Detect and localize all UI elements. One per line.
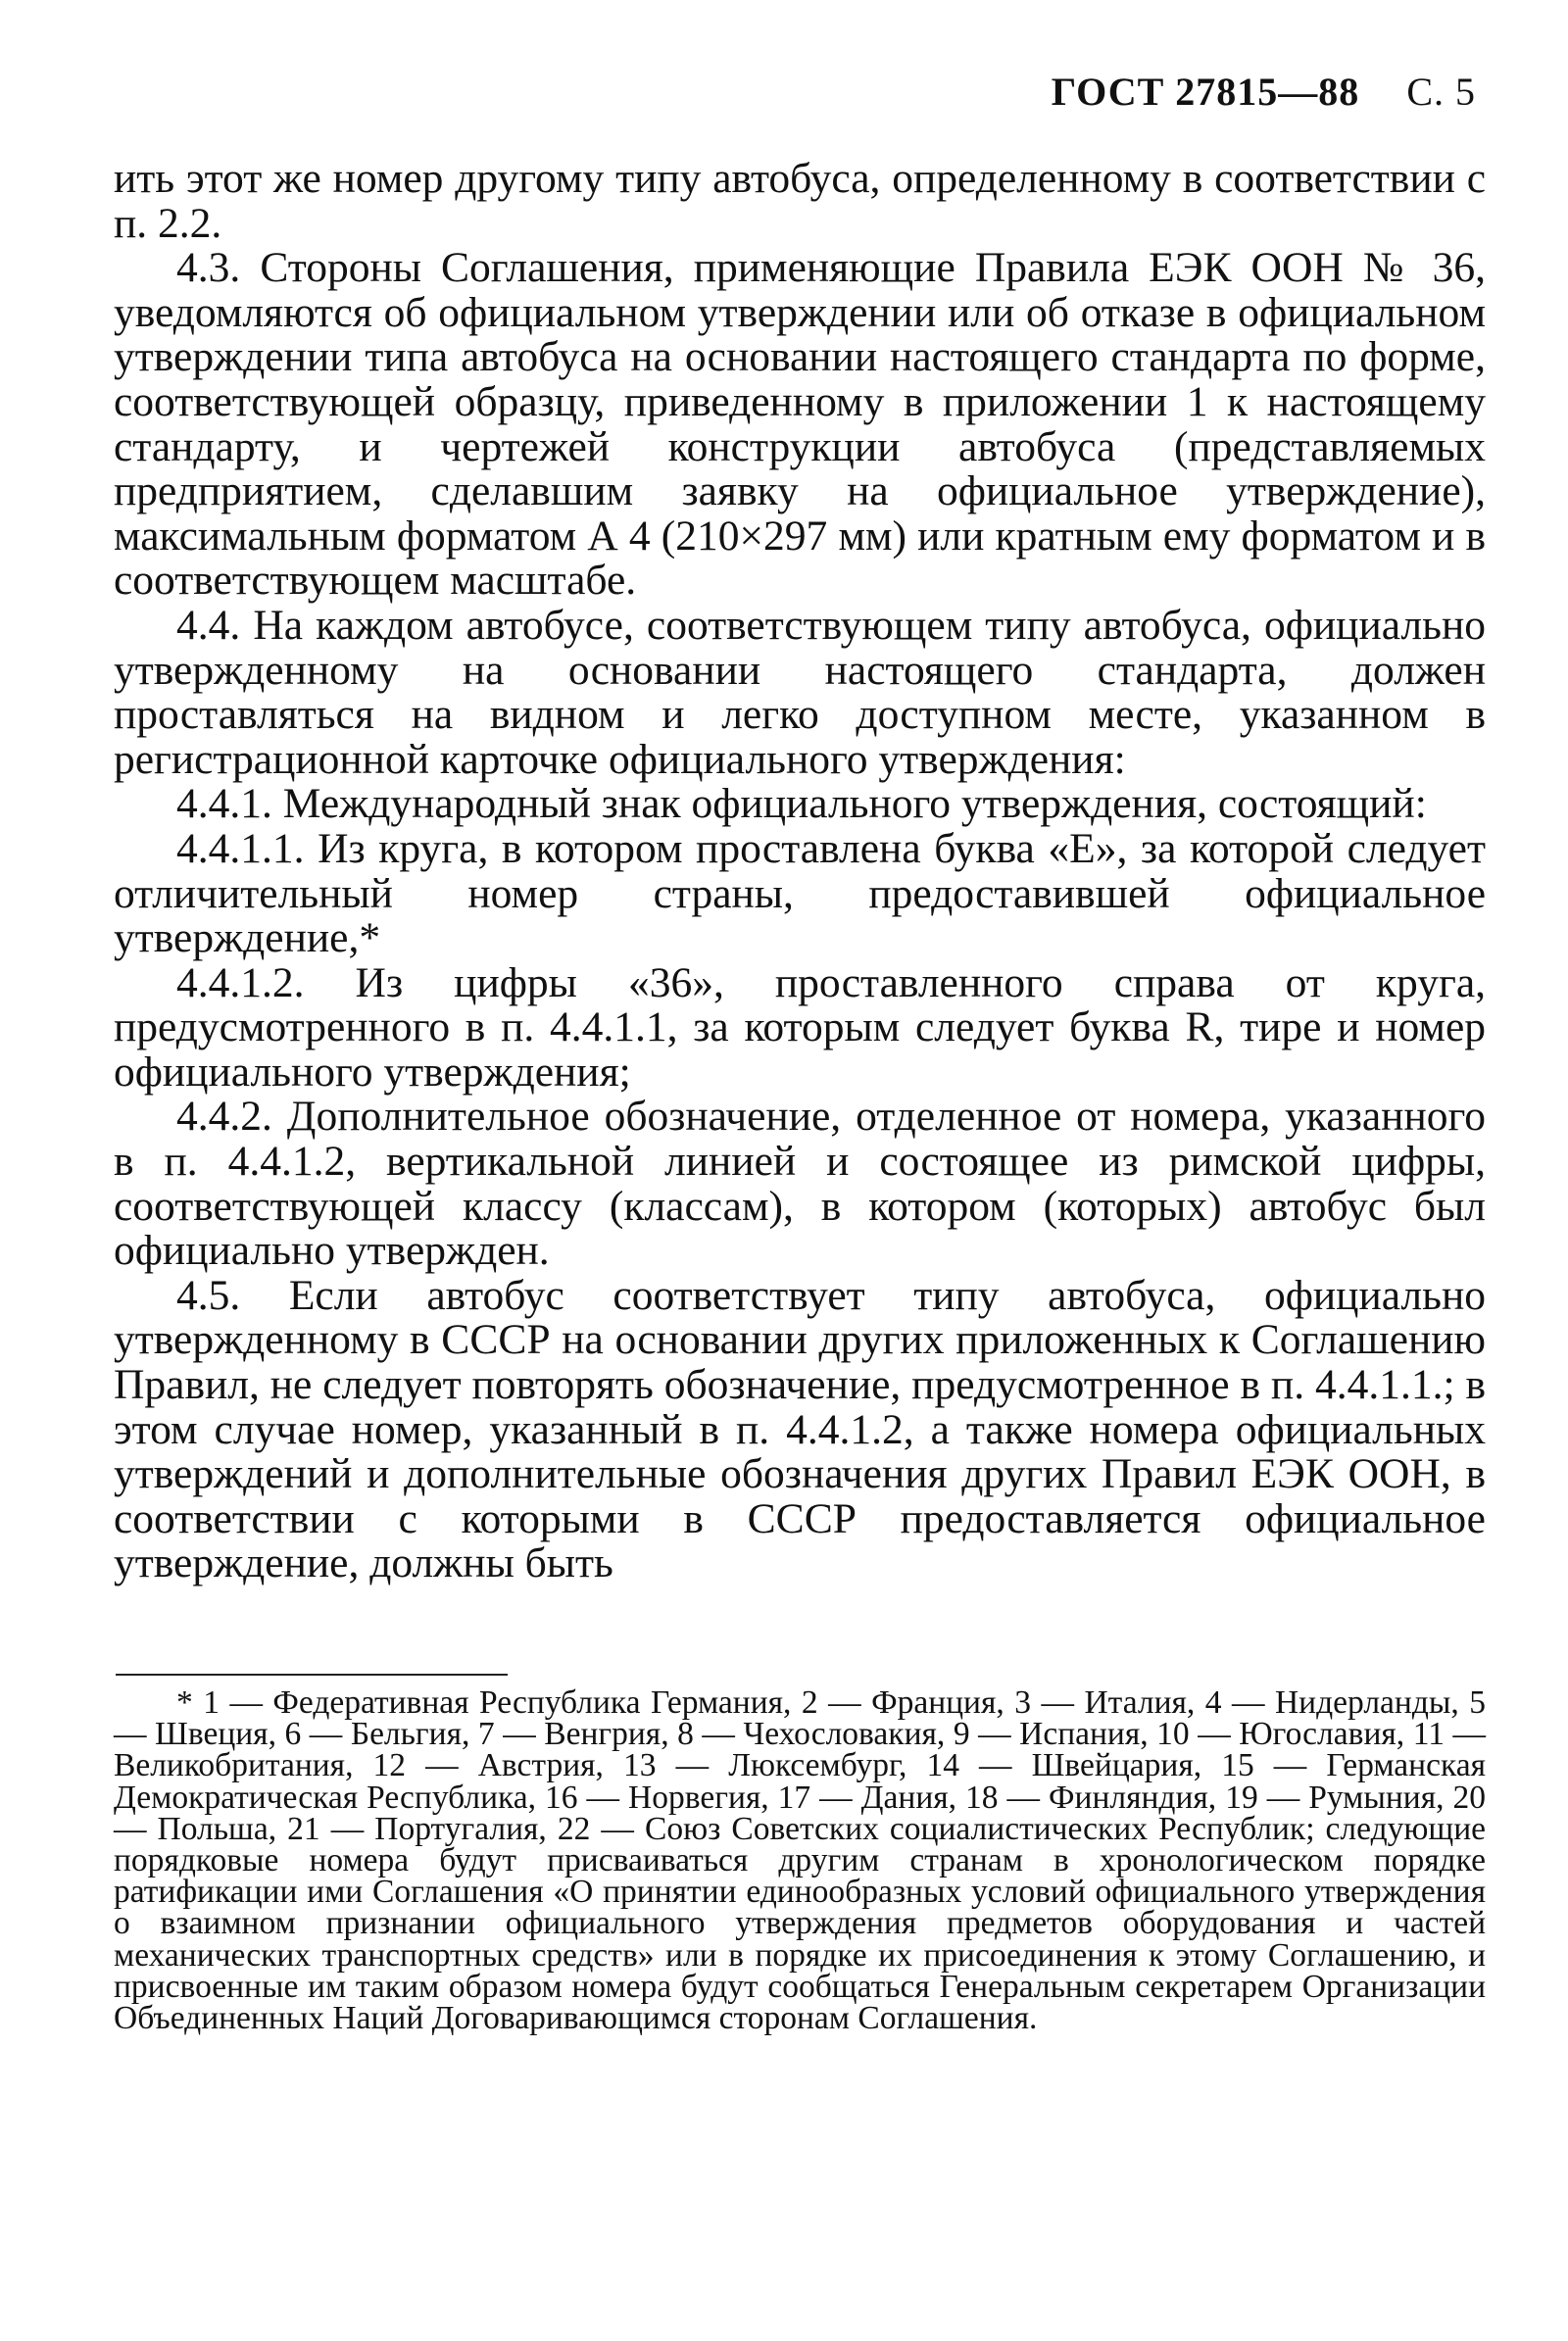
paragraph-4-4-1: 4.4.1. Международный знак официального утверждения, состоящий: [176, 780, 1427, 828]
paragraph-4-3: 4.3. Стороны Соглашения, применяющие Правила ЕЭК ООН № 36, уведомляются об официальном утверждении или об отказе в официальном утверждении типа автобуса на основании настоящего стандарта по форме, соответствующей образцу, приведенному в приложении 1 к настоящему стандарту, и чертежей конструкции автобуса (представляемых предприятием, сделавшим заявку на официальное утверждение), максимальным форматом А 4 (210×297 мм) или кратным ему форматом и в соответствующем масштабе. [114, 244, 1486, 605]
footnote [114, 1684, 1486, 2037]
paragraph-4-5: 4.5. Если автобус соответствует типу автобуса, официально утвержденному в СССР на основании других приложенных к Соглашению Правил, не следует повторять обозначение, предусмотренное в п. 4.4.1.1.; в этом случае номер, указанный в п. 4.4.1.2, а также номера официальных утверждений и дополнительные обозначения других Правил ЕЭК ООН, в соответствии с которыми в СССР предоставляется официальное утверждение, должны быть [114, 1271, 1486, 1587]
footnote-text: * 1 — Федеративная Республика Германия, 2 — Франция, 3 — Италия, 4 — Нидерланды, 5 — Швеция, 6 — Бельгия, 7 — Венгрия, 8 — Чехословакия, 9 — Испания, 10 — Югославия, 11 — Великобритания, 12 — Австрия, 13 — Люксембург, 14 — Швейцария, 15 — Германская Демократическая Республика, 16 — Норвегия, 17 — Дания, 18 — Финляндия, 19 — Румыния, 20 — Польша, 21 — Португалия, 22 — Союз Советских социалистических Республик; следующие порядковые номера будут присваиваться другим странам в хронологическом порядке ратификации ими Соглашения «О принятии единообразных условий официального утверждения о взаимном признании официального утверждения предметов оборудования и частей механических транспортных средств» или в порядке их присоединения к этому Соглашению, и присвоенные им таким образом номера будут сообщаться Генеральным секретарем Организации Объединенных Наций Договаривающимся сторонам Соглашения. [114, 1684, 1486, 2037]
paragraph-continuation: ить этот же номер другому типу автобуса, определенному в соответствии с п. 2.2. [114, 155, 1486, 247]
paragraph-4-4-1-1: 4.4.1.1. Из круга, в котором проставлена буква «E», за которой следует отличительный номер страны, предоставившей официальное утверждение,* [114, 824, 1486, 962]
document-number: ГОСТ 27815—88 [1051, 70, 1360, 114]
body-text [114, 157, 1486, 1586]
page-header [1052, 69, 1476, 115]
paragraph-4-4-1-2: 4.4.1.2. Из цифры «36», проставленного справа от круга, предусмотренного в п. 4.4.1.1, за которым следует буква R, тире и номер официального утверждения; [114, 958, 1486, 1096]
footnote-divider [116, 1674, 508, 1676]
paragraph-4-4: 4.4. На каждом автобусе, соответствующем типу автобуса, официально утвержденному на основании настоящего стандарта, должен проставляться на видном и легко доступном месте, указанном в регистрационной карточке официального утверждения: [114, 601, 1486, 783]
paragraph-4-4-2: 4.4.2. Дополнительное обозначение, отделенное от номера, указанного в п. 4.4.1.2, вертикальной линией и состоящее из римской цифры, соответствующей классу (классам), в котором (которых) автобус был официально утвержден. [114, 1093, 1486, 1275]
page-number: С. 5 [1406, 70, 1476, 114]
document-page [114, 0, 1486, 2341]
